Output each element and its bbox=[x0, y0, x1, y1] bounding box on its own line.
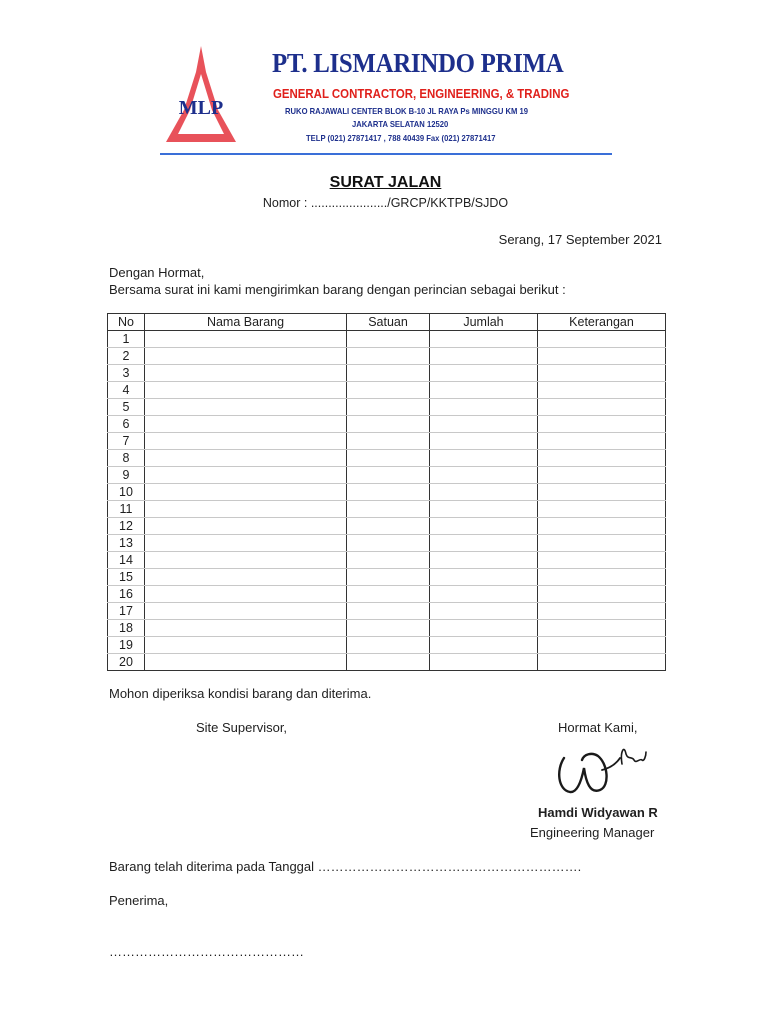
table-row bbox=[108, 433, 666, 450]
table-row bbox=[108, 603, 666, 620]
company-contact: TELP (021) 27871417 , 788 40439 Fax (021) 27871417 bbox=[306, 133, 496, 143]
table-row bbox=[108, 365, 666, 382]
document-number: Nomor : ....................../GRCP/KKTPB/SJDO bbox=[262, 196, 509, 210]
document-title: SURAT JALAN bbox=[329, 174, 442, 191]
cell-item-name bbox=[145, 467, 347, 484]
row-number: 13 bbox=[108, 535, 145, 552]
header-divider bbox=[160, 153, 612, 155]
cell-quantity bbox=[430, 603, 538, 620]
cell-quantity bbox=[430, 620, 538, 637]
table-row bbox=[108, 484, 666, 501]
row-number: 17 bbox=[108, 603, 145, 620]
row-number: 4 bbox=[108, 382, 145, 399]
cell-unit bbox=[347, 382, 430, 399]
cell-quantity bbox=[430, 450, 538, 467]
row-number: 9 bbox=[108, 467, 145, 484]
row-number: 15 bbox=[108, 569, 145, 586]
table-row bbox=[108, 518, 666, 535]
cell-item-name bbox=[145, 637, 347, 654]
cell-quantity bbox=[430, 569, 538, 586]
table-row bbox=[108, 501, 666, 518]
cell-unit bbox=[347, 348, 430, 365]
cell-item-name bbox=[145, 552, 347, 569]
table-header-row bbox=[108, 314, 666, 331]
cell-item-name bbox=[145, 654, 347, 671]
row-number: 3 bbox=[108, 365, 145, 382]
row-number: 7 bbox=[108, 433, 145, 450]
cell-item-name bbox=[145, 450, 347, 467]
cell-item-name bbox=[145, 501, 347, 518]
row-number: 6 bbox=[108, 416, 145, 433]
cell-quantity bbox=[430, 382, 538, 399]
cell-item-name bbox=[145, 518, 347, 535]
cell-unit bbox=[347, 637, 430, 654]
cell-notes bbox=[538, 569, 666, 586]
table-row bbox=[108, 637, 666, 654]
cell-item-name bbox=[145, 416, 347, 433]
cell-notes bbox=[538, 467, 666, 484]
cell-item-name bbox=[145, 399, 347, 416]
column-header-item-name: Nama Barang bbox=[145, 314, 347, 331]
row-number: 14 bbox=[108, 552, 145, 569]
table-row bbox=[108, 535, 666, 552]
cell-quantity bbox=[430, 433, 538, 450]
row-number: 11 bbox=[108, 501, 145, 518]
row-number: 2 bbox=[108, 348, 145, 365]
row-number: 20 bbox=[108, 654, 145, 671]
table-row bbox=[108, 620, 666, 637]
cell-unit bbox=[347, 484, 430, 501]
table-row bbox=[108, 450, 666, 467]
cell-notes bbox=[538, 399, 666, 416]
table-row bbox=[108, 416, 666, 433]
cell-notes bbox=[538, 654, 666, 671]
site-supervisor-label: Site Supervisor, bbox=[196, 720, 288, 735]
salutation: Dengan Hormat, bbox=[109, 265, 205, 280]
table-row bbox=[108, 569, 666, 586]
cell-unit bbox=[347, 535, 430, 552]
cell-item-name bbox=[145, 348, 347, 365]
cell-notes bbox=[538, 535, 666, 552]
cell-unit bbox=[347, 331, 430, 348]
cell-quantity bbox=[430, 501, 538, 518]
cell-notes bbox=[538, 416, 666, 433]
document-date: Serang, 17 September 2021 bbox=[498, 232, 662, 247]
cell-unit bbox=[347, 586, 430, 603]
cell-quantity bbox=[430, 637, 538, 654]
cell-unit bbox=[347, 620, 430, 637]
cell-quantity bbox=[430, 331, 538, 348]
row-number: 8 bbox=[108, 450, 145, 467]
intro-text: Bersama surat ini kami mengirimkan barang dengan perincian sebagai berikut : bbox=[109, 282, 566, 297]
cell-quantity bbox=[430, 348, 538, 365]
table-row bbox=[108, 552, 666, 569]
cell-notes bbox=[538, 518, 666, 535]
regards-label: Hormat Kami, bbox=[558, 720, 638, 735]
table-row bbox=[108, 467, 666, 484]
cell-quantity bbox=[430, 586, 538, 603]
cell-notes bbox=[538, 603, 666, 620]
cell-unit bbox=[347, 501, 430, 518]
column-header-no: No bbox=[108, 314, 145, 331]
column-header-quantity: Jumlah bbox=[430, 314, 538, 331]
cell-item-name bbox=[145, 603, 347, 620]
column-header-unit: Satuan bbox=[347, 314, 430, 331]
cell-unit bbox=[347, 433, 430, 450]
cell-item-name bbox=[145, 484, 347, 501]
cell-item-name bbox=[145, 535, 347, 552]
received-date-line: Barang telah diterima pada Tanggal ……………………………………………………. bbox=[109, 859, 582, 874]
row-number: 10 bbox=[108, 484, 145, 501]
cell-notes bbox=[538, 450, 666, 467]
closing-note: Mohon diperiksa kondisi barang dan diterima. bbox=[109, 686, 372, 701]
cell-notes bbox=[538, 433, 666, 450]
cell-notes bbox=[538, 365, 666, 382]
cell-unit bbox=[347, 467, 430, 484]
cell-unit bbox=[347, 416, 430, 433]
receiver-signature-line: ……………………………………… bbox=[109, 944, 304, 959]
company-logo bbox=[160, 44, 242, 148]
cell-quantity bbox=[430, 416, 538, 433]
cell-item-name bbox=[145, 365, 347, 382]
cell-notes bbox=[538, 382, 666, 399]
cell-unit bbox=[347, 552, 430, 569]
cell-item-name bbox=[145, 620, 347, 637]
table-row bbox=[108, 331, 666, 348]
cell-notes bbox=[538, 501, 666, 518]
company-address-line2: JAKARTA SELATAN 12520 bbox=[352, 119, 449, 129]
cell-item-name bbox=[145, 331, 347, 348]
cell-notes bbox=[538, 348, 666, 365]
cell-quantity bbox=[430, 518, 538, 535]
cell-quantity bbox=[430, 399, 538, 416]
row-number: 18 bbox=[108, 620, 145, 637]
cell-unit bbox=[347, 603, 430, 620]
cell-quantity bbox=[430, 365, 538, 382]
cell-unit bbox=[347, 569, 430, 586]
cell-quantity bbox=[430, 535, 538, 552]
table-row bbox=[108, 382, 666, 399]
cell-notes bbox=[538, 637, 666, 654]
signer-title: Engineering Manager bbox=[530, 825, 655, 840]
cell-quantity bbox=[430, 484, 538, 501]
row-number: 1 bbox=[108, 331, 145, 348]
cell-notes bbox=[538, 552, 666, 569]
company-tagline: GENERAL CONTRACTOR, ENGINEERING, & TRADING bbox=[273, 86, 570, 101]
cell-notes bbox=[538, 484, 666, 501]
row-number: 12 bbox=[108, 518, 145, 535]
cell-notes bbox=[538, 620, 666, 637]
cell-notes bbox=[538, 331, 666, 348]
row-number: 16 bbox=[108, 586, 145, 603]
cell-item-name bbox=[145, 569, 347, 586]
column-header-notes: Keterangan bbox=[538, 314, 666, 331]
cell-notes bbox=[538, 586, 666, 603]
cell-quantity bbox=[430, 654, 538, 671]
items-table bbox=[107, 313, 666, 671]
row-number: 19 bbox=[108, 637, 145, 654]
signer-name: Hamdi Widyawan R bbox=[538, 805, 658, 820]
cell-item-name bbox=[145, 586, 347, 603]
signature-image bbox=[550, 738, 650, 800]
table-row bbox=[108, 348, 666, 365]
cell-item-name bbox=[145, 433, 347, 450]
cell-quantity bbox=[430, 467, 538, 484]
receiver-label: Penerima, bbox=[109, 893, 169, 908]
table-row bbox=[108, 586, 666, 603]
cell-unit bbox=[347, 399, 430, 416]
row-number: 5 bbox=[108, 399, 145, 416]
logo-text: MLP bbox=[178, 97, 224, 119]
table-row bbox=[108, 654, 666, 671]
cell-quantity bbox=[430, 552, 538, 569]
cell-item-name bbox=[145, 382, 347, 399]
company-name: PT. LISMARINDO PRIMA bbox=[272, 48, 564, 78]
cell-unit bbox=[347, 654, 430, 671]
cell-unit bbox=[347, 450, 430, 467]
company-address-line1: RUKO RAJAWALI CENTER BLOK B-10 JL RAYA Ps MINGGU KM 19 bbox=[285, 106, 528, 116]
table-row bbox=[108, 399, 666, 416]
cell-unit bbox=[347, 365, 430, 382]
cell-unit bbox=[347, 518, 430, 535]
